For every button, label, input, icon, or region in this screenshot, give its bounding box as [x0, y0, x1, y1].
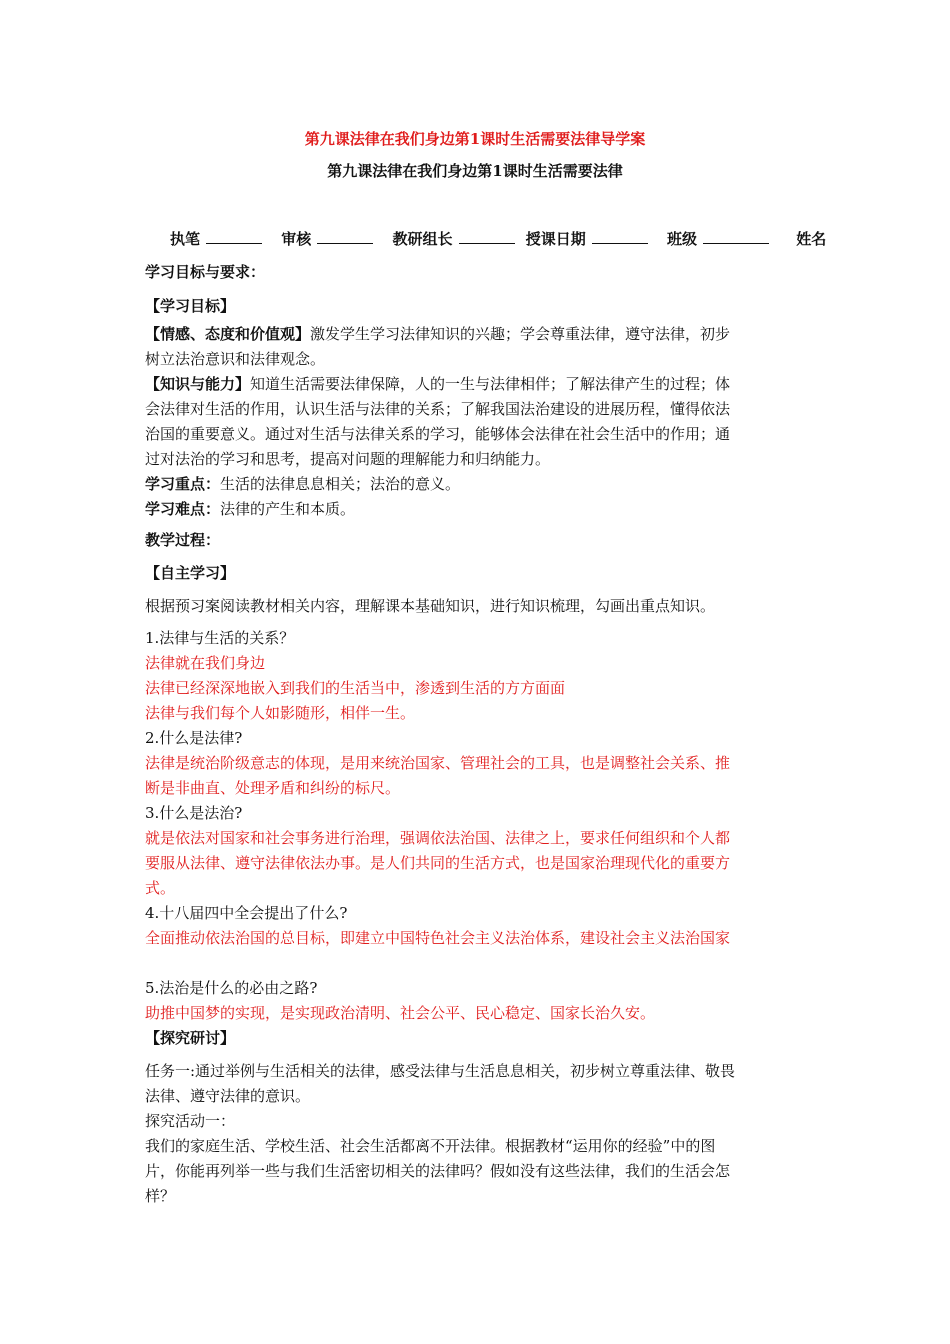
knowledge-paragraph-line1 — [145, 374, 730, 394]
reviewer-blank — [317, 229, 373, 244]
difficulty-text: 法律的产生和本质。 — [220, 500, 356, 518]
answer-5-line1: 助推中国梦的实现，是实现政治清明、社会公平、民心稳定、国家长治久安。 — [145, 1004, 656, 1022]
author-label: 执笔 — [170, 230, 201, 248]
name-label: 姓名 — [796, 230, 827, 248]
class-label: 班级 — [667, 230, 698, 248]
emotion-text: 激发学生学习法律知识的兴趣；学会尊重法律，遵守法律，初步 — [310, 325, 731, 343]
knowledge-text: 知道生活需要法律保障，人的一生与法律相伴；了解法律产生的过程；体 — [250, 375, 731, 393]
task1-line1: 任务一:通过举例与生活相关的法律，感受法律与生活息息相关，初步树立尊重法律、敬畏 — [145, 1062, 736, 1080]
question-2: 2.什么是法律? — [145, 729, 243, 747]
activity1-heading: 探究活动一： — [145, 1112, 236, 1130]
goal-tag: 【学习目标】 — [145, 297, 236, 315]
question-3: 3.什么是法治? — [145, 804, 243, 822]
self-study-intro: 根据预习案阅读教材相关内容，理解课本基础知识，进行知识梳理，勾画出重点知识。 — [145, 597, 716, 615]
emotion-tag: 【情感、态度和价值观】 — [145, 325, 311, 343]
answer-2-line1: 法律是统治阶级意志的体现，是用来统治国家、管理社会的工具，也是调整社会关系、推 — [145, 754, 731, 772]
answer-3-line3: 式。 — [145, 879, 176, 897]
reviewer-label: 审核 — [281, 230, 312, 248]
task1-line2: 法律、遵守法律的意识。 — [145, 1087, 311, 1105]
knowledge-tag: 【知识与能力】 — [145, 375, 251, 393]
focus-line — [145, 474, 460, 494]
knowledge-paragraph-line2: 会法律对生活的作用，认识生活与法律的关系；了解我国法治建设的进展历程，懂得依法 — [145, 400, 731, 418]
answer-2-line2: 断是非曲直、处理矛盾和纠纷的标尺。 — [145, 779, 401, 797]
focus-tag: 学习重点： — [145, 475, 221, 493]
signature-row — [170, 228, 832, 249]
question-1: 1.法律与生活的关系？ — [145, 629, 295, 647]
date-label: 授课日期 — [525, 230, 586, 248]
explore-tag: 【探究研讨】 — [145, 1029, 236, 1047]
focus-text: 生活的法律息息相关；法治的意义。 — [220, 475, 461, 493]
difficulty-line — [145, 499, 355, 519]
answer-3-line2: 要服从法律、遵守法律依法办事。是人们共同的生活方式，也是国家治理现代化的重要方 — [145, 854, 731, 872]
group-leader-blank — [459, 229, 515, 244]
author-blank — [206, 229, 262, 244]
emotion-paragraph-line2: 树立法治意识和法律观念。 — [145, 350, 326, 368]
activity1-line1: 我们的家庭生活、学校生活、社会生活都离不开法律。根据教材“运用你的经验”中的图 — [145, 1137, 716, 1155]
activity1-line3: 样？ — [145, 1187, 176, 1205]
answer-4-line1: 全面推动依法治国的总目标，即建立中国特色社会主义法治体系，建设社会主义法治国家 — [145, 929, 731, 947]
difficulty-tag: 学习难点： — [145, 500, 221, 518]
answer-1-line3: 法律与我们每个人如影随形，相伴一生。 — [145, 704, 416, 722]
document-subtitle: 第九课法律在我们身边第1课时生活需要法律 — [327, 162, 623, 180]
knowledge-paragraph-line4: 过对法治的学习和思考，提高对问题的理解能力和归纳能力。 — [145, 450, 551, 468]
document-title: 第九课法律在我们身边第1课时生活需要法律导学案 — [304, 130, 646, 148]
emotion-paragraph-line1 — [145, 324, 730, 344]
date-blank — [592, 229, 648, 244]
question-4: 4.十八届四中全会提出了什么? — [145, 904, 348, 922]
self-study-tag: 【自主学习】 — [145, 564, 236, 582]
answer-1-line1: 法律就在我们身边 — [145, 654, 266, 672]
process-heading: 教学过程： — [145, 531, 221, 549]
answer-3-line1: 就是依法对国家和社会事务进行治理，强调依法治国、法律之上，要求任何组织和个人都 — [145, 829, 731, 847]
question-5: 5.法治是什么的必由之路? — [145, 979, 318, 997]
group-leader-label: 教研组长 — [392, 230, 453, 248]
class-blank — [703, 229, 769, 244]
goals-heading: 学习目标与要求： — [145, 263, 266, 281]
knowledge-paragraph-line3: 治国的重要意义。通过对生活与法律关系的学习，能够体会法律在社会生活中的作用；通 — [145, 425, 731, 443]
answer-1-line2: 法律已经深深地嵌入到我们的生活当中，渗透到生活的方方面面 — [145, 679, 566, 697]
activity1-line2: 片，你能再列举一些与我们生活密切相关的法律吗？假如没有这些法律，我们的生活会怎 — [145, 1162, 731, 1180]
